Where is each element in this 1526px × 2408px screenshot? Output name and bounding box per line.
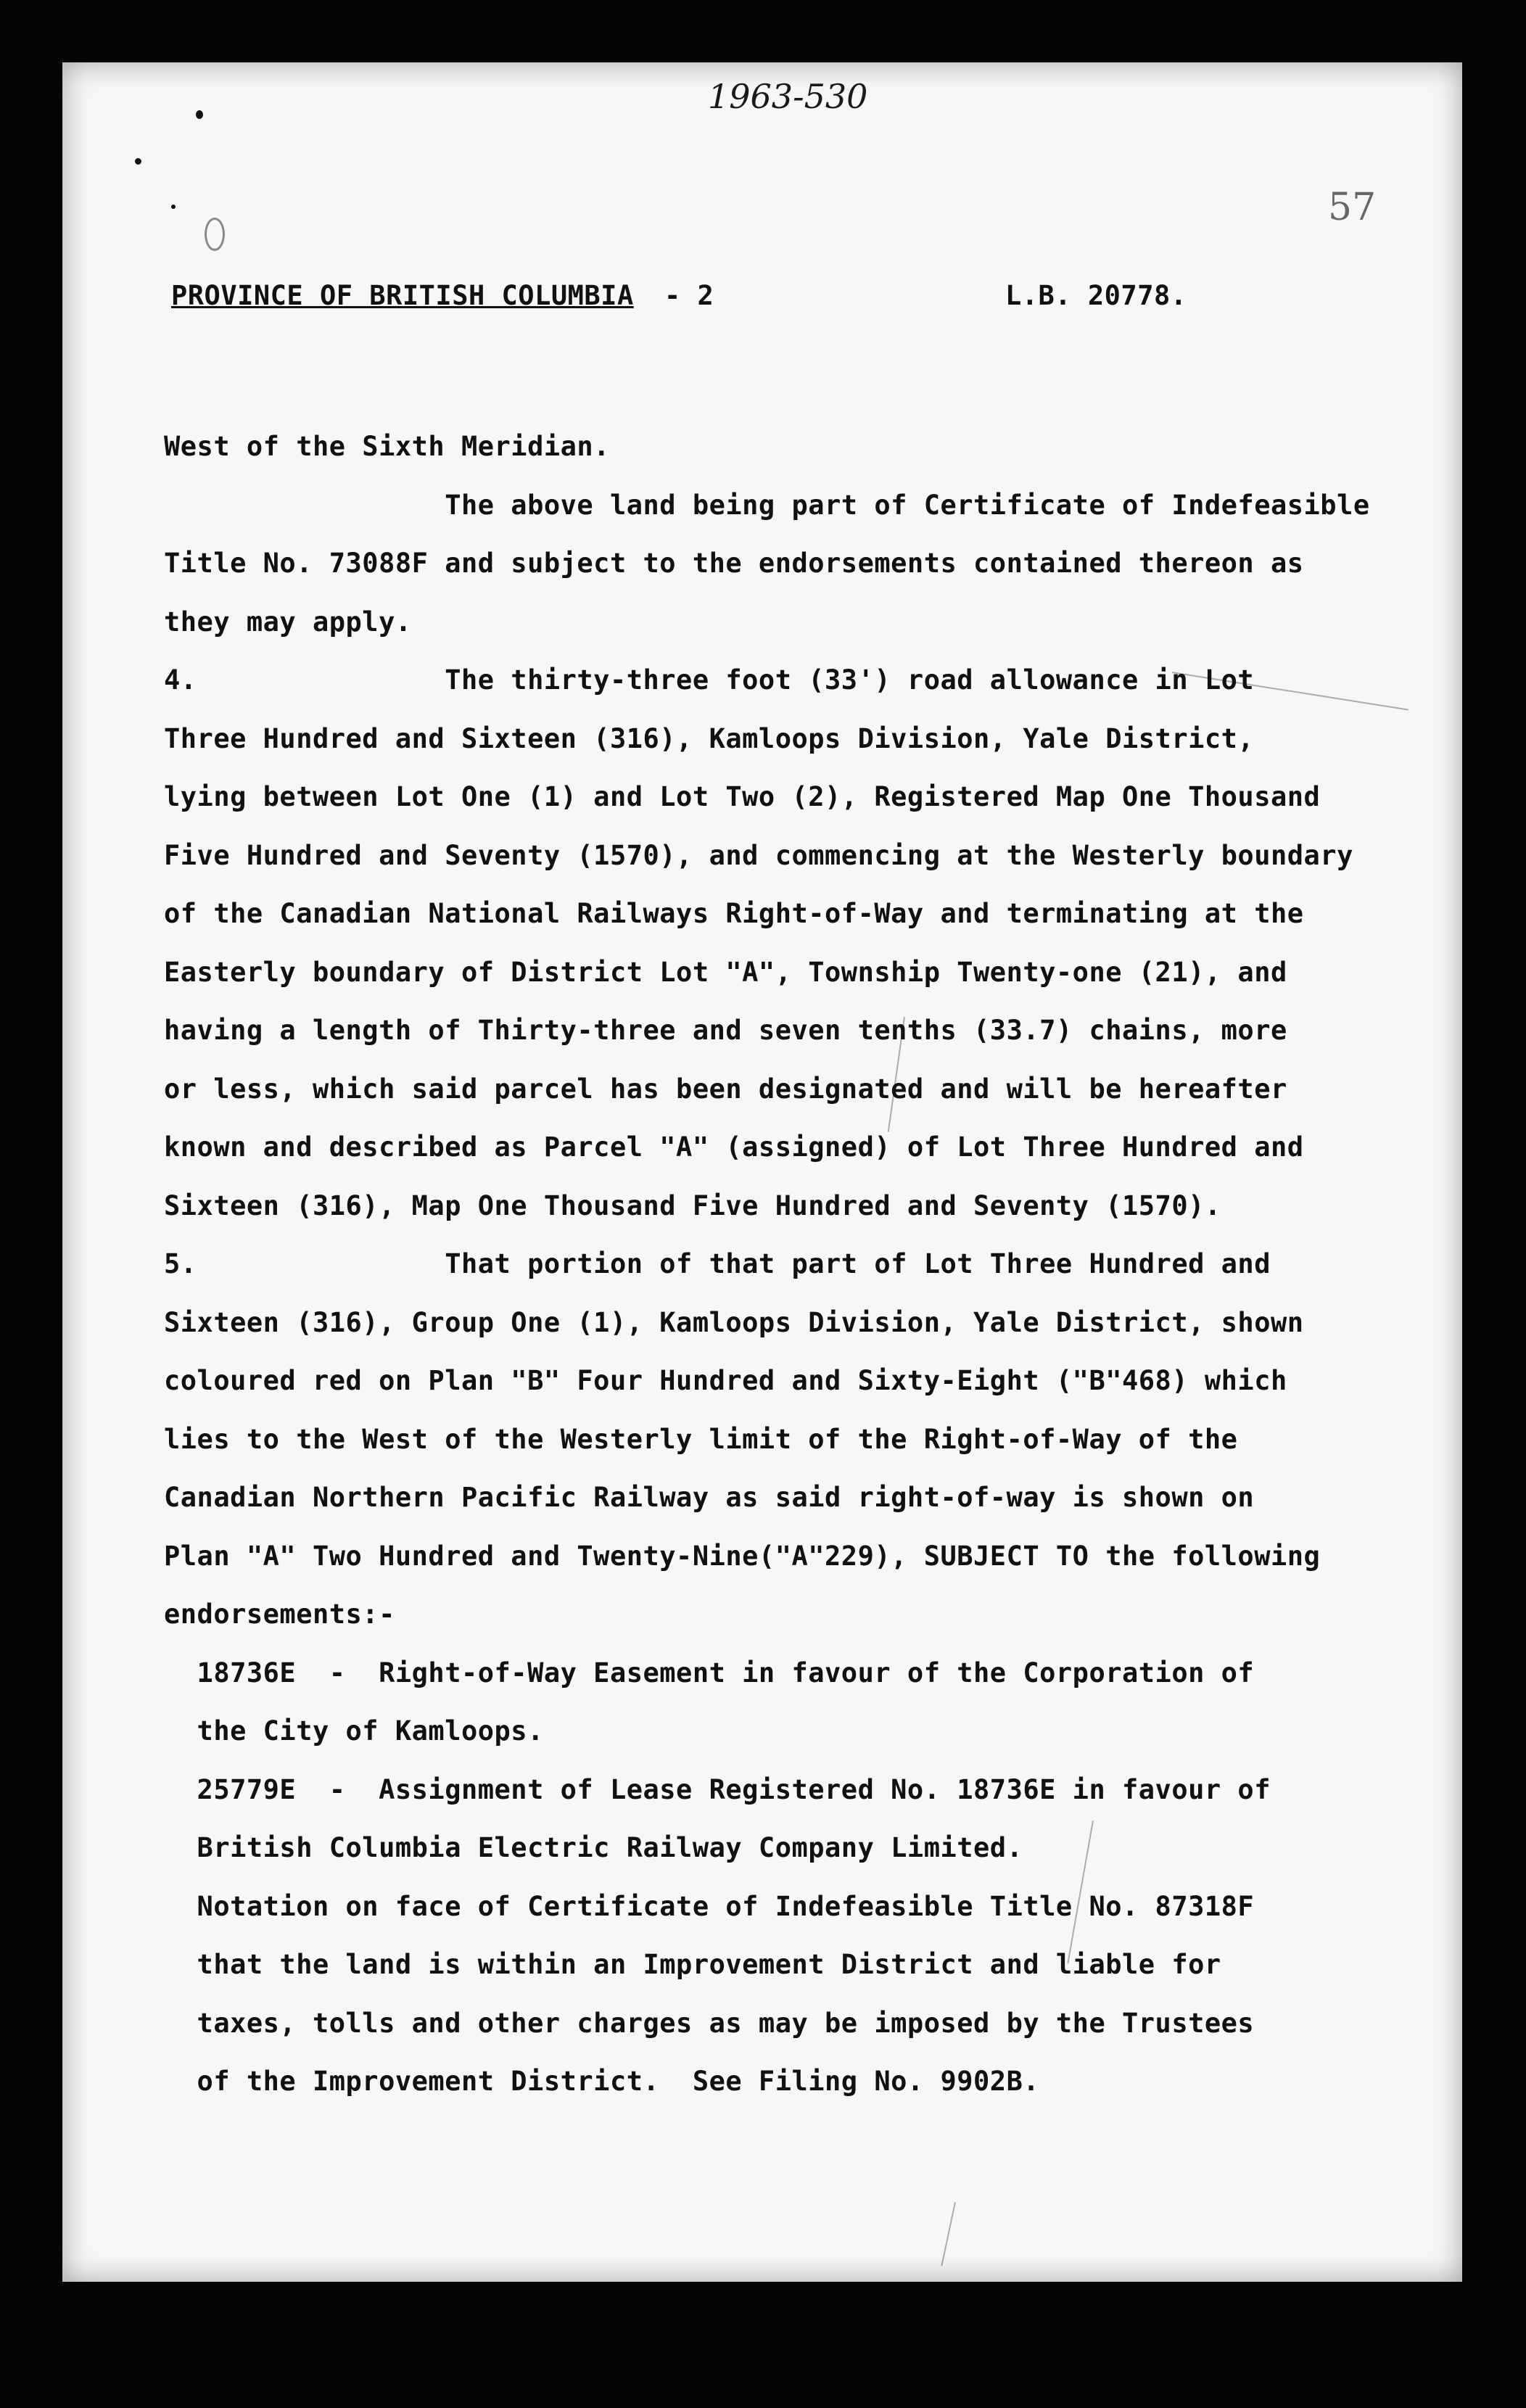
text-line: endorsements:- [164, 1599, 395, 1630]
text-line: Title No. 73088F and subject to the endorsements contained thereon as [164, 548, 1304, 579]
text-line: Notation on face of Certificate of Indefeasible Title No. 87318F [164, 1890, 1255, 1922]
handwritten-reference: 1963-530 [708, 77, 868, 116]
ink-speck [171, 205, 176, 209]
text-line: taxes, tolls and other charges as may be imposed by the Trustees [164, 2007, 1255, 2039]
text-line: West of the Sixth Meridian. [164, 431, 610, 462]
header-province: PROVINCE OF BRITISH COLUMBIA [171, 280, 634, 311]
text-line: coloured red on Plan "B" Four Hundred and Sixty-Eight ("B"468) which [164, 1365, 1287, 1396]
text-line: known and described as Parcel "A" (assigned) of Lot Three Hundred and [164, 1131, 1304, 1163]
document-page [62, 62, 1462, 2282]
text-line: Easterly boundary of District Lot "A", Township Twenty-one (21), and [164, 956, 1287, 988]
text-line: 4. The thirty-three foot (33') road allowance in Lot [164, 664, 1255, 696]
text-line: Canadian Northern Pacific Railway as said right-of-way is shown on [164, 1482, 1255, 1513]
page-stamp-number: 57 [1328, 186, 1377, 229]
text-line: of the Improvement District. See Filing No. 9902B. [164, 2066, 1040, 2097]
header-page-number: - 2 [664, 280, 714, 311]
text-line: of the Canadian National Railways Right-of-Way and terminating at the [164, 898, 1304, 929]
text-line: lying between Lot One (1) and Lot Two (2), Registered Map One Thousand [164, 781, 1321, 812]
text-line: 25779E - Assignment of Lease Registered No. 18736E in favour of [164, 1773, 1271, 1805]
scratch-mark [941, 2202, 959, 2267]
header-reference: L.B. 20778. [1005, 280, 1187, 311]
text-line: that the land is within an Improvement District and liable for [164, 1949, 1221, 1980]
text-line: The above land being part of Certificate of Indefeasible [164, 489, 1370, 521]
ink-speck [196, 110, 203, 119]
ink-speck [135, 158, 141, 165]
text-line: Sixteen (316), Map One Thousand Five Hundred and Seventy (1570). [164, 1189, 1221, 1221]
text-line: the City of Kamloops. [164, 1715, 544, 1747]
punch-hole-mark [205, 218, 225, 251]
text-line: Five Hundred and Seventy (1570), and commencing at the Westerly boundary [164, 839, 1353, 871]
text-line: 5. That portion of that part of Lot Three Hundred and [164, 1248, 1271, 1279]
text-line: lies to the West of the Westerly limit of the Right-of-Way of the [164, 1423, 1238, 1455]
text-line: or less, which said parcel has been designated and will be hereafter [164, 1073, 1287, 1105]
text-line: British Columbia Electric Railway Company Limited. [164, 1832, 1023, 1863]
text-line: having a length of Thirty-three and seven tenths (33.7) chains, more [164, 1015, 1287, 1046]
text-line: they may apply. [164, 606, 412, 638]
text-line: Sixteen (316), Group One (1), Kamloops Division, Yale District, shown [164, 1306, 1304, 1338]
text-line: Three Hundred and Sixteen (316), Kamloops Division, Yale District, [164, 722, 1255, 754]
text-line: 18736E - Right-of-Way Easement in favour of the Corporation of [164, 1657, 1255, 1689]
text-line: Plan "A" Two Hundred and Twenty-Nine("A"229), SUBJECT TO the following [164, 1540, 1321, 1572]
